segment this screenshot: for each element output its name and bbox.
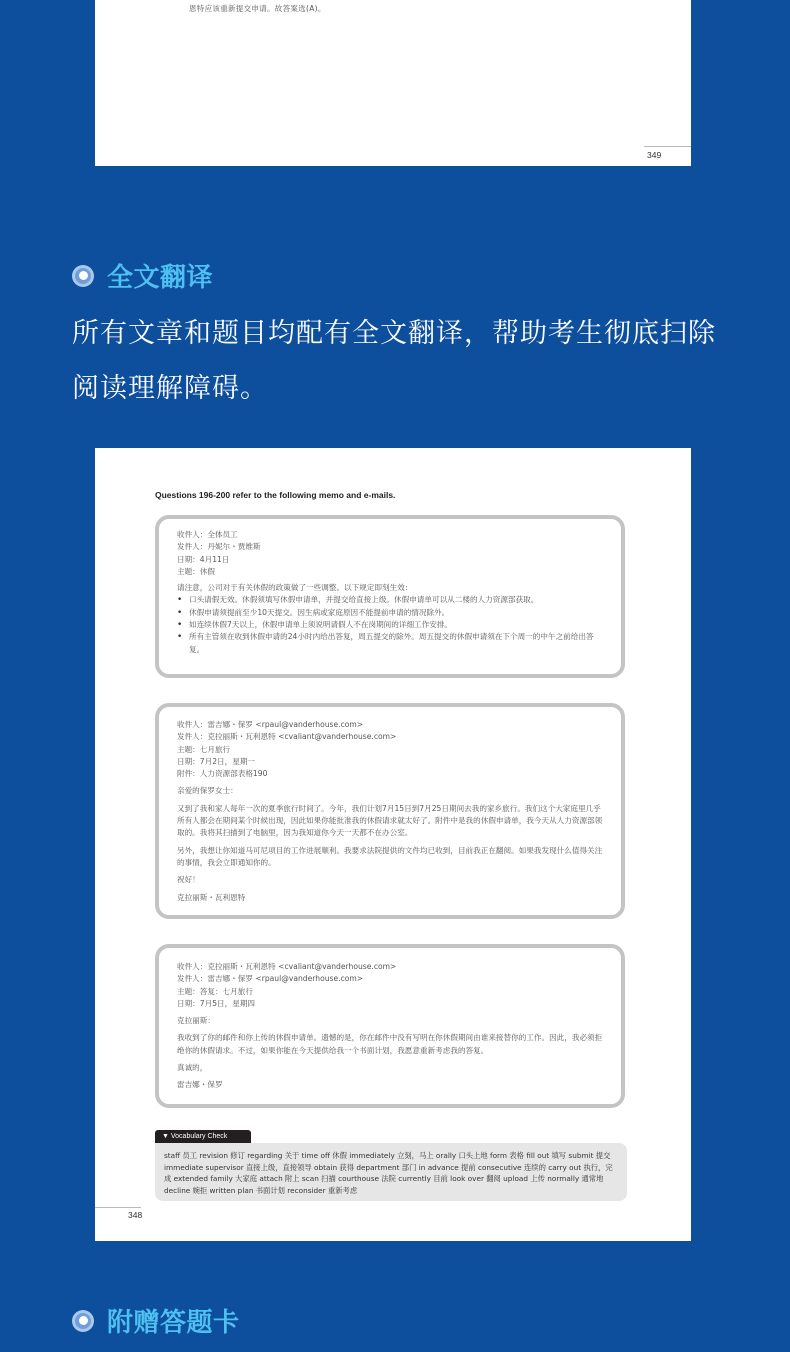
- email1-signature: 克拉丽斯・瓦利恩特: [177, 892, 246, 902]
- email2-greeting: 克拉丽斯：: [177, 1016, 215, 1026]
- memo-subject: 主题：休假: [177, 566, 215, 576]
- email2-paragraph-1: 我收到了你的邮件和你上传的休假申请单。遗憾的是，你在邮件中没有写明在你休假期间由谁来接替你的工作。因此，我必须拒绝你的休假请求。不过，如果你能在今天提供给我一个书面计划，我愿意重新考虑我的答复。: [177, 1033, 603, 1055]
- email1-to: 收件人：雷吉娜・保罗 <rpaul@vanderhouse.com>: [177, 720, 364, 729]
- email2-closing: 真诚的，: [177, 1063, 208, 1073]
- email1-greeting: 亲爱的保罗女士：: [177, 786, 238, 796]
- memo-bullet: • 如连续休假7天以上，休假申请单上须说明请假人不在岗期间的详细工作安排。: [177, 619, 603, 631]
- memo-bullet: • 所有主管须在收到休假申请的24小时内给出答复，周五提交的除外。周五提交的休假申请须在下个周一的中午之前给出答复。: [177, 631, 603, 656]
- page-number: 348: [128, 1210, 143, 1220]
- radio-bullet-icon: [72, 1310, 94, 1332]
- email1-date: 日期：7月2日，星期一: [177, 756, 256, 766]
- page-number: 349: [647, 150, 662, 160]
- email2-signature: 雷吉娜・保罗: [177, 1080, 223, 1090]
- memo-date: 日期：4月11日: [177, 554, 230, 564]
- email2-date: 日期：7月5日，星期四: [177, 998, 256, 1008]
- email-card-1: [155, 703, 625, 919]
- email1-paragraph-1: 又到了我和家人每年一次的夏季旅行时间了。今年，我们计划7月15日到7月25日期间去我的家乡旅行。我们这个大家庭里几乎所有人都会在期间某个时候出现，因此如果你能批准我的休假请求就太好了。附件中是我的休假申请单，我今天从人力资源部领取的。我将其扫描到了电脑里，因为我知道你今天一天都不在办公室。: [177, 803, 603, 838]
- vocabulary-check-box: staff 员工 revision 修订 regarding 关于 time off 休假 immediately 立刻，马上 orally 口头上地 form 表格 fill out 填写 submit 提交 immediate supervisor 直接上级，直接领导 obtain 获得 department 部门 in advance 提前 consecutive 连续的 carry out 执行，完成 extended family 大家庭 attach 附上 scan 扫描 courthouse 法院 currently 目前 look over 翻阅 upload 上传 normally 通常地 decline 婉拒 written plan 书面计划 reconsider 重新考虑: [155, 1143, 627, 1201]
- section-heading-answer-sheet: [72, 1302, 240, 1339]
- email2-to: 收件人：克拉丽斯・瓦利恩特 <cvaliant@vanderhouse.com>: [177, 962, 397, 971]
- memo-to: 收件人：全体员工: [177, 530, 238, 539]
- memo-bullet: • 休假申请须提前至少10天提交。因生病或家庭原因不能提前申请的情况除外。: [177, 607, 603, 619]
- section-title: 全文翻译: [107, 263, 214, 293]
- email2-from: 发件人：雷吉娜・保罗 <rpaul@vanderhouse.com>: [177, 974, 364, 984]
- section-title: 附赠答题卡: [107, 1308, 240, 1338]
- section-description: 所有文章和题目均配有全文翻译，帮助考生彻底扫除阅读理解障碍。: [72, 318, 716, 404]
- memo-card: [155, 515, 625, 678]
- email2-subject: 主题：答复：七月旅行: [177, 986, 253, 996]
- page-tail-text: 恩特应该重新提交申请。故答案选(A)。: [189, 4, 326, 13]
- radio-bullet-icon: [72, 265, 94, 287]
- book-page-348: [95, 448, 691, 1241]
- email1-attachment: 附件：人力资源部表格190: [177, 769, 268, 779]
- book-page-349: [95, 0, 691, 166]
- page-number-rule: [95, 1207, 141, 1208]
- memo-intro: 请注意，公司对于有关休假的政策做了一些调整。以下规定即刻生效：: [177, 583, 413, 593]
- vocabulary-check-tab: ▼ Vocabulary Check: [155, 1130, 251, 1145]
- section-heading-translation: [72, 257, 213, 294]
- memo-bullet: • 口头请假无效。休假须填写休假申请单，并提交给直接上级。休假申请单可以从二楼的人力资源部获取。: [177, 594, 603, 606]
- email1-from: 发件人：克拉丽斯・瓦利恩特 <cvaliant@vanderhouse.com>: [177, 732, 397, 742]
- email-card-2: [155, 944, 625, 1108]
- email1-subject: 主题：七月旅行: [177, 744, 231, 754]
- memo-bullet-list: [177, 594, 603, 655]
- memo-from: 发件人：丹妮尔・贾维斯: [177, 542, 261, 552]
- email1-closing: 祝好！: [177, 875, 200, 885]
- email1-paragraph-2: 另外，我想让你知道马可尼项目的工作进展顺利。我要求法院提供的文件均已收到，目前我正在翻阅。如果我发现什么值得关注的事情，我会立即通知你的。: [177, 845, 603, 867]
- question-title: Questions 196-200 refer to the following memo and e-mails.: [155, 490, 396, 500]
- page-number-rule: [644, 146, 691, 147]
